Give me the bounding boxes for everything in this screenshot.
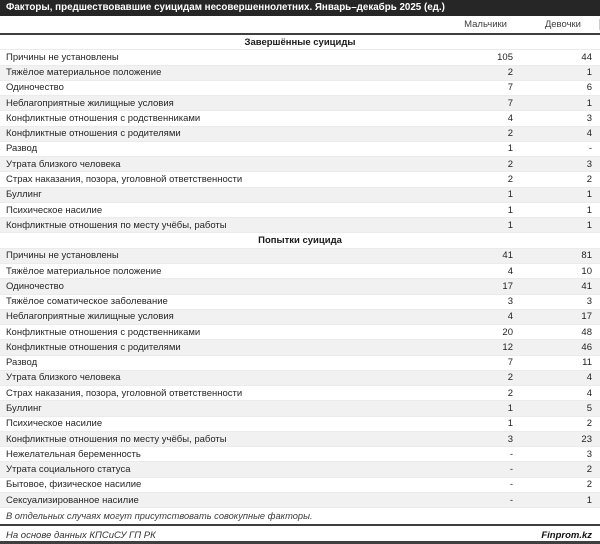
boys-value: 4 — [507, 112, 513, 124]
table-row — [0, 386, 600, 401]
boys-value: 1 — [507, 204, 513, 216]
section-header: Завершённые суициды — [0, 35, 600, 50]
factor-label: Неблагоприятные жилищные условия — [6, 311, 174, 323]
factor-label: Конфликтные отношения с родителями — [6, 128, 181, 140]
table-row — [0, 127, 600, 142]
table-row — [0, 188, 600, 203]
boys-value: 17 — [502, 280, 513, 292]
boys-value: 7 — [507, 357, 513, 369]
table-row — [0, 340, 600, 355]
brand-logo: Finprom.kz — [541, 529, 592, 541]
table-row — [0, 493, 600, 508]
factor-label: Конфликтные отношения по месту учёбы, работы — [6, 219, 227, 231]
table-row — [0, 172, 600, 187]
boys-value: - — [509, 494, 513, 506]
boys-value: 1 — [507, 189, 513, 201]
boys-value: 2 — [507, 128, 513, 140]
factor-label: Тяжёлое материальное положение — [6, 265, 162, 277]
boys-value: 105 — [497, 51, 513, 63]
girls-value: 10 — [581, 265, 592, 277]
factor-label: Психическое насилие — [6, 418, 103, 430]
girls-value: 41 — [581, 280, 592, 292]
boys-value: 1 — [507, 219, 513, 231]
factor-label: Развод — [6, 357, 38, 369]
factor-label: Конфликтные отношения по месту учёбы, работы — [6, 433, 227, 445]
table-title: Факторы, предшествовавшие суицидам несовершеннолетних. Январь–декабрь 2025 (ед.) — [0, 0, 600, 16]
girls-value: 1 — [586, 189, 592, 201]
factor-label: Утрата близкого человека — [6, 372, 121, 384]
table-row — [0, 310, 600, 325]
table-row — [0, 432, 600, 447]
table-row — [0, 401, 600, 416]
factor-label: Буллинг — [6, 403, 42, 414]
table-row — [0, 203, 600, 218]
section-header: Попытки суицида — [0, 233, 600, 248]
boys-value: 3 — [507, 433, 513, 445]
factor-label: Буллинг — [6, 189, 42, 201]
boys-value: 4 — [507, 265, 513, 277]
factor-label: Страх наказания, позора, уголовной ответственности — [6, 387, 243, 399]
table-row — [0, 417, 600, 432]
factor-label: Нежелательная беременность — [6, 448, 141, 460]
girls-value: 11 — [582, 357, 592, 369]
table-row — [0, 96, 600, 111]
girls-value: 3 — [586, 448, 592, 460]
boys-value: 7 — [507, 97, 513, 109]
column-header-girls: Девочки — [520, 19, 600, 30]
girls-value: 48 — [581, 326, 592, 338]
girls-value: - — [588, 143, 592, 155]
factor-label: Тяжёлое соматическое заболевание — [6, 296, 168, 308]
factor-label: Психическое насилие — [6, 204, 103, 216]
table-row — [0, 478, 600, 493]
boys-value: 20 — [502, 326, 513, 338]
factor-label: Бытовое, физическое насилие — [6, 479, 142, 491]
girls-value: 2 — [586, 464, 592, 476]
boys-value: 2 — [507, 387, 513, 399]
factor-label: Сексуализированное насилие — [6, 494, 139, 506]
table-row — [0, 325, 600, 340]
girls-value: 3 — [586, 158, 592, 170]
boys-value: 1 — [507, 418, 513, 430]
table-row — [0, 462, 600, 477]
boys-value: 4 — [507, 311, 513, 323]
factor-label: Одиночество — [6, 280, 64, 292]
boys-value: 1 — [507, 403, 513, 414]
factor-label: Конфликтные отношения с родителями — [6, 341, 181, 353]
table-row — [0, 371, 600, 386]
table-row — [0, 81, 600, 96]
boys-value: - — [509, 464, 513, 476]
girls-value: 6 — [586, 82, 592, 94]
boys-value: 2 — [507, 158, 513, 170]
table-row — [0, 264, 600, 279]
boys-value: 2 — [507, 67, 513, 79]
table-row — [0, 66, 600, 81]
factor-label: Причины не установлены — [6, 51, 119, 63]
girls-value: 1 — [586, 67, 592, 79]
boys-value: - — [509, 479, 513, 491]
factor-label: Причины не установлены — [6, 250, 119, 262]
boys-value: 2 — [507, 174, 513, 186]
girls-value: 46 — [581, 341, 592, 353]
column-header-row — [0, 16, 600, 35]
girls-value: 2 — [586, 418, 592, 430]
factor-label: Неблагоприятные жилищные условия — [6, 97, 174, 109]
girls-value: 44 — [581, 51, 592, 63]
table-row — [0, 50, 600, 65]
table-row — [0, 218, 600, 233]
girls-value: 2 — [586, 479, 592, 491]
table-row — [0, 279, 600, 294]
footer — [0, 524, 600, 544]
boys-value: - — [509, 448, 513, 460]
table-row — [0, 111, 600, 126]
girls-value: 1 — [586, 494, 592, 506]
girls-value: 1 — [586, 204, 592, 216]
factor-label: Утрата близкого человека — [6, 158, 121, 170]
girls-value: 3 — [586, 296, 592, 308]
girls-value: 4 — [586, 387, 592, 399]
table-body — [0, 35, 600, 508]
boys-value: 41 — [502, 250, 513, 262]
girls-value: 3 — [586, 112, 592, 124]
table-row — [0, 249, 600, 264]
table-row — [0, 295, 600, 310]
table-note: В отдельных случаях могут присутствовать совокупные факторы. — [0, 508, 600, 524]
table-row — [0, 356, 600, 371]
column-header-boys: Мальчики — [464, 19, 507, 30]
data-source: На основе данных КПСиСУ ГП РК — [6, 529, 156, 541]
girls-value: 23 — [581, 433, 592, 445]
factor-label: Тяжёлое материальное положение — [6, 67, 162, 79]
factor-label: Конфликтные отношения с родственниками — [6, 112, 201, 124]
factor-label: Развод — [6, 143, 38, 155]
table-row — [0, 142, 600, 157]
girls-value: 2 — [586, 174, 592, 186]
girls-value: 5 — [586, 403, 592, 414]
table-row — [0, 447, 600, 462]
boys-value: 12 — [502, 341, 513, 353]
factor-label: Конфликтные отношения с родственниками — [6, 326, 201, 338]
factor-label: Одиночество — [6, 82, 64, 94]
boys-value: 3 — [507, 296, 513, 308]
boys-value: 2 — [507, 372, 513, 384]
factor-label: Утрата социального статуса — [6, 464, 131, 476]
girls-value: 1 — [586, 219, 592, 231]
girls-value: 4 — [586, 128, 592, 140]
girls-value: 1 — [586, 97, 592, 109]
girls-value: 81 — [581, 250, 592, 262]
boys-value: 7 — [507, 82, 513, 94]
girls-value: 4 — [586, 372, 592, 384]
girls-value: 17 — [581, 311, 592, 323]
factor-label: Страх наказания, позора, уголовной ответственности — [6, 174, 243, 186]
boys-value: 1 — [507, 143, 513, 155]
table-row — [0, 157, 600, 172]
